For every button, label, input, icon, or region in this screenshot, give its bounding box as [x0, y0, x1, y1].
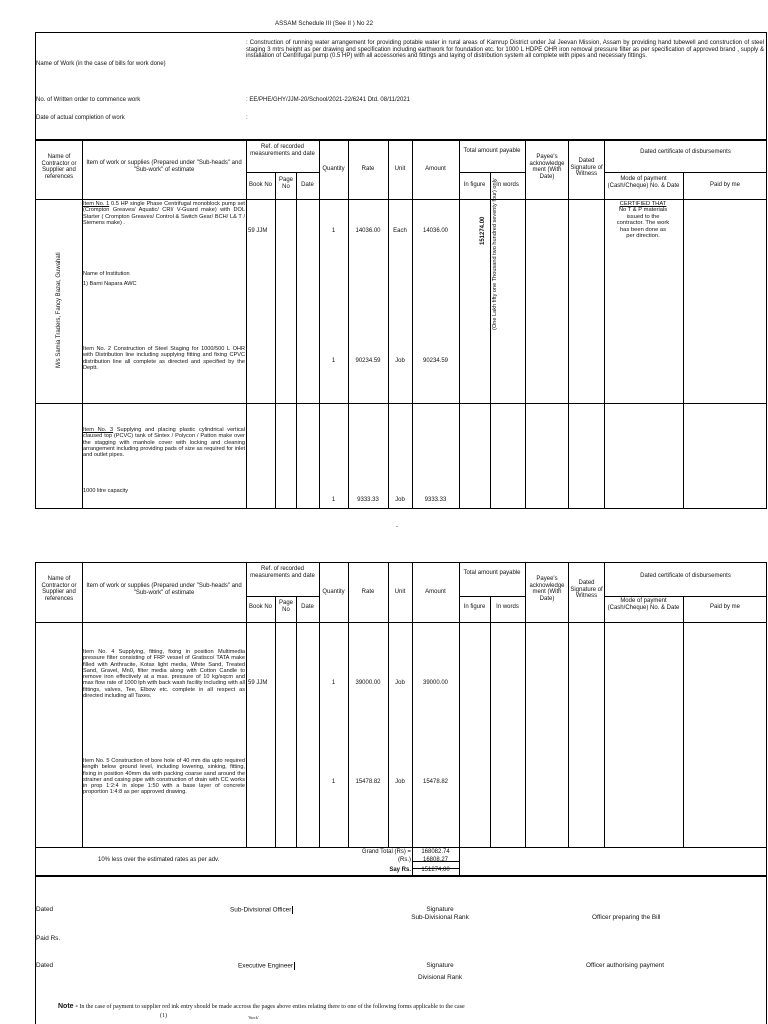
item-5-description: Item No. 5 Construction of bore hole of 40 mm dia upto required length below ground level, including lowering, sinking, fitting, fixing in position 40mm dia with packing coarse sand around the strainer and casing pipe with construction of drain with CC works in prop 1:2:4 in slope 1:50 with a base layer of concrete proportion 1:4:8 as per approved drawing.	[83, 758, 245, 796]
institution-name: 1) Barni Napara AWC	[83, 281, 137, 287]
col2-paid-by-me: Paid by me	[709, 604, 740, 610]
col-payee: Payee's acknowledge ment (With Date)	[529, 154, 565, 180]
note-num: (1)	[160, 1013, 167, 1019]
col-quantity: Quantity	[322, 166, 345, 172]
item-1-qty: 1	[331, 228, 336, 234]
item-3-qty: 1	[331, 497, 336, 503]
col2-page-no: Page No	[278, 600, 293, 613]
signature-1: Signature	[426, 906, 454, 913]
name-of-work-value: : Construction of running water arrangement for providing potable water in rural areas of Kamrup District under Jal Jeevan Mission, Assam by providing hand tubewell and construction of steel staging 3 mtrs height as per drawing and specification including earthwork for foundation etc. for 1000 L HDPE OHR iron removal pressure filter as per specification of approved brand , supply & installation of Centrifugal pump (0.5 HP) with all accessories and fittings and laying of distribution system all complete with pipes and necessary fittings.	[246, 40, 764, 60]
officer-preparing-bill: Officer preparing the Bill	[592, 914, 661, 921]
sub-divisional-rank: Sub-Divisional Rank	[411, 914, 469, 921]
item-4-amount: 39000.00	[422, 680, 449, 686]
col-item: Item of work or supplies (Prepared under "Sub-heads" and "Sub-work" of estimate	[86, 160, 242, 173]
name-of-work-label: Name of Work (in the case of bills for work done)	[36, 61, 166, 67]
item-5-unit: Job	[395, 779, 405, 785]
item-3-text: Supplying and placing plastic cylindrical vertical claused top (PCVC) tank of Sintex / Polycon / Patton make over the stagging with manhole cover with locking and cleaning arrangement including providing pads of size as required for inlet and outlet pipes.	[83, 427, 245, 458]
ee-label: Executive Engineer	[238, 962, 294, 970]
col-rate: Rate	[361, 166, 375, 172]
divisional-rank: Divisional Rank	[417, 974, 463, 981]
item-3-amount: 9333.33	[424, 497, 447, 503]
item-3-capacity: 1000 litre capacity	[83, 488, 129, 494]
dated-1: Dated	[36, 906, 54, 913]
item-2-rate: 90234.59	[355, 358, 381, 364]
item-3-unit: Job	[395, 497, 405, 503]
col2-rate: Rate	[361, 589, 375, 595]
item-4-qty: 1	[331, 680, 336, 686]
item-5-qty: 1	[331, 779, 336, 785]
completion-label: Date of actual completion of work	[36, 115, 125, 121]
less-text: 10% less over the estimated rates as per adv.	[98, 857, 220, 863]
col2-total-payable: Total amount payable	[463, 570, 521, 576]
written-order-label: No. of Written order to commence work	[36, 97, 141, 103]
col-amount: Amount	[425, 166, 446, 172]
item-5-rate: 15478.82	[355, 779, 381, 785]
col-dated-signature: Dated Signature of Witness	[570, 158, 603, 178]
item-2-description: Item No. 2 Construction of Steel Staging for 1000/500 L OHR with Distribution line including supplying fitting and fixing CPVC distribution line all complete as directed and specified by the Deptt.	[83, 346, 245, 371]
col-mode-of-payment: Mode of payment (Cash/Cheque) No. & Date	[607, 176, 680, 189]
certified-title: CERTIFIED THAT	[619, 201, 667, 207]
item-5-amount: 15478.82	[422, 779, 449, 785]
item-4-description: Item No. 4 Supplying, fitting, fixing in position Multimedia pressure filter consisting of FRP vessel of Gratisco/ TATA make filled with Anthracite, Kotax light media, White Sand, Treated Sand, Gravel, Mn0, filter media along with Cotton Candle to remove iron effectively at a max. pressure of 10 kg/sqcm and max flow rate of 1000 lph with back wash facility including with all fittings, valves, Tee, Elbow etc. complete in all respect as directed including all Taxes.	[83, 649, 245, 699]
page-separator: -	[396, 524, 398, 530]
item-1-book: 59 JJM	[248, 228, 268, 234]
say-value: 151274.00	[421, 867, 450, 873]
item-1-lead: Item No. 1	[83, 201, 110, 207]
col2-in-words: In words	[496, 604, 519, 610]
col2-dated-signature: Dated Signature of Witness	[570, 580, 603, 600]
col2-amount: Amount	[425, 589, 446, 595]
less-value: 16808.27	[422, 857, 449, 863]
col-in-words: In words	[496, 182, 519, 188]
col2-quantity: Quantity	[322, 589, 345, 595]
col2-ref: Ref. of recorded measurements and date	[250, 566, 315, 579]
grand-total-value: 168082.74	[421, 849, 450, 855]
item-1-text: 0.5 HP single Phase Centrifugal monoblock pump set (Crompton Greaves/ Aquatic/ CRI/ V-Guard make) with DOL Starter ( Crompton Greaves/ Control & Switch Gear/ BCH/ L& T / Siemens make) .	[83, 201, 245, 226]
grand-total-label: Grand Total (Rs) =	[361, 849, 411, 855]
contractor-name: M/s Samia Traders, Fancy Bazar, Guwahati	[56, 252, 62, 368]
item-4-unit: Job	[395, 680, 405, 686]
signature-2: Signature	[426, 962, 454, 969]
col2-item: Item of work or supplies (Prepared under "Sub-heads" and "Sub-work" of estimate	[86, 583, 242, 596]
officer-authorising-payment: Officer authorising payment	[586, 962, 665, 969]
executive-engineer	[238, 962, 295, 970]
ee-signature-line	[294, 962, 295, 970]
item-3-description	[83, 427, 245, 458]
less-label: (Rs.)	[398, 857, 411, 863]
col2-in-figure: In figure	[463, 604, 486, 610]
completion-value: :	[246, 115, 248, 121]
note-stock: 'Stock'	[248, 1015, 259, 1020]
item-2-amount: 90234.59	[422, 358, 449, 364]
sub-divisional-officer	[230, 906, 293, 914]
dated-2: Dated	[36, 962, 54, 969]
col-page-no: Page No	[278, 177, 293, 190]
written-order-value: : EE/PHE/GHY/JJM-20/School/2021-22/6241 Dtd. 08/11/2021	[246, 97, 410, 103]
certified-text: No T & P materials issued to the contractor. The work has been done as per direction.	[616, 207, 670, 239]
item-3-rate: 9333.33	[357, 497, 379, 503]
item-1-description	[83, 201, 245, 226]
item-1-unit: Each	[393, 228, 407, 234]
col-book-no: Book No	[248, 182, 272, 188]
col-in-figure: In figure	[463, 182, 486, 188]
col-dated-certificate: Dated certificate of disbursements	[640, 149, 731, 155]
total-in-figure: 151274.00	[480, 216, 486, 245]
institution-label: Name of Institution	[83, 271, 130, 277]
col2-payee: Payee's acknowledge ment (With Date)	[529, 576, 565, 602]
col2-mode-of-payment: Mode of payment (Cash/Cheque) No. & Date	[607, 598, 680, 611]
col-paid-by-me: Paid by me	[709, 182, 740, 188]
total-in-words: (One Lakh fifty one Thousand two hundred seventy four) only	[492, 178, 498, 330]
col2-dated-certificate: Dated certificate of disbursements	[640, 573, 731, 579]
certificate-block	[616, 201, 670, 239]
item-4-rate: 39000.00	[355, 680, 381, 686]
col2-date: Date	[301, 604, 314, 610]
col2-contractor: Name of Contractor or Supplier and references	[41, 576, 77, 602]
item-1-amount: 14036.00	[422, 228, 449, 234]
col-contractor: Name of Contractor or Supplier and references	[41, 154, 77, 180]
signature-frame	[35, 876, 767, 1024]
col-ref: Ref. of recorded measurements and date	[250, 144, 315, 157]
col2-unit: Unit	[394, 589, 406, 595]
note-label: Note -	[58, 1003, 78, 1010]
col2-book-no: Book No	[248, 604, 272, 610]
col-unit: Unit	[394, 166, 406, 172]
note-block	[58, 1003, 758, 1011]
item-2-unit: Job	[395, 358, 405, 364]
paid-rs: Paid Rs.	[36, 935, 61, 942]
col-total-payable: Total amount payable	[463, 148, 521, 154]
schedule-title: ASSAM Schedule III (See II ) No 22	[275, 20, 374, 27]
note-text: In the case of payment to supplier red ink entry should be made accross the pages above enties relating there to one of the following forms applicable to the case	[79, 1004, 465, 1010]
say-label: Say Rs.	[389, 867, 411, 873]
item-3-lead: Item No. 3	[83, 427, 114, 433]
item-4-book: 59 JJM	[248, 680, 268, 686]
sdo-signature-line	[292, 906, 293, 914]
col-date: Date	[301, 182, 314, 188]
item-1-rate: 14036.00	[355, 228, 381, 234]
sdo-label: Sub-Divisional Officer	[230, 906, 292, 914]
item-2-qty: 1	[331, 358, 336, 364]
